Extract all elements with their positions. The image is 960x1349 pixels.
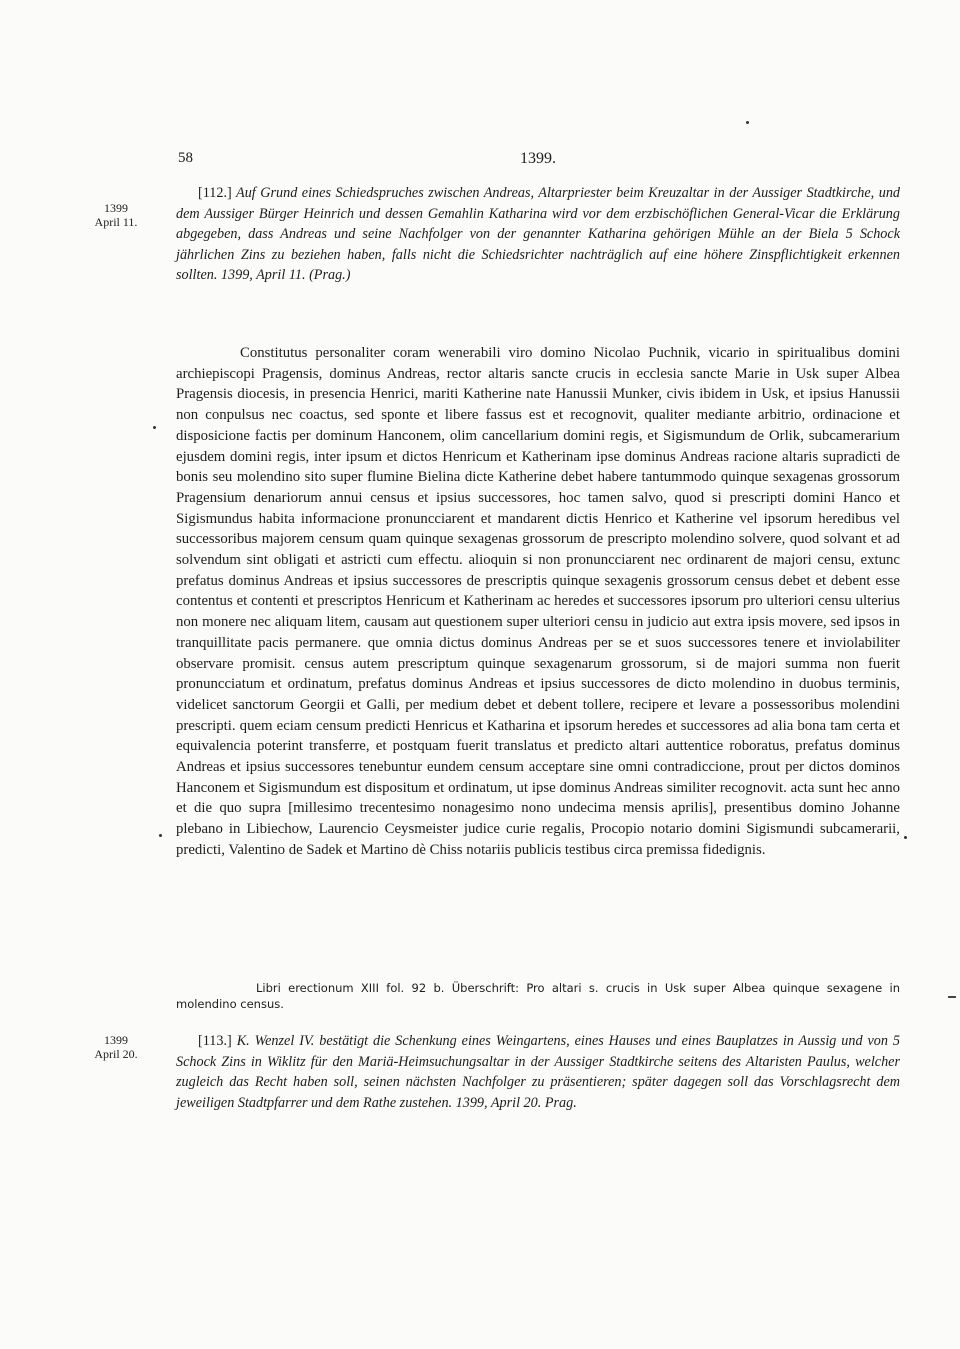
entry-number: [113.] <box>198 1033 232 1049</box>
running-head-year: 1399. <box>520 150 556 167</box>
margin-date-112 <box>86 201 146 229</box>
scan-speck <box>153 426 156 429</box>
scan-speck <box>746 121 749 124</box>
scan-speck <box>159 834 162 837</box>
regest-112 <box>176 183 900 286</box>
scan-speck <box>904 836 907 839</box>
page-number: 58 <box>178 150 193 166</box>
margin-date-113 <box>86 1033 146 1061</box>
source-note <box>176 980 900 1012</box>
running-head <box>178 150 898 170</box>
charter-body: Constitutus personaliter coram wenerabili viro domino Nicolao Puchnik, vicario in spiritualibus domini archiepiscopi Pragensis, dominus Andreas, rector altaris sancte crucis in ecclesia sancte Marie in Usk super Albea Pragensis diocesis, in presencia Henrici, mariti Katherine nate Hanussii Munker, civis ibidem in Usk, et ipsius Hanussii non conpulsus nec coactus, sed sponte et libere fassus est et recognovit, qualiter mediante arbitrio, ordinacione et disposicione factis per dominum Hanconem, olim cancellarium domini regis, et Sigismundum de Orlik, subcamerarium ejusdem domini regis, inter ipsum et dictos Henricum et Katherinam ipse dominus Andreas racione altaris supradicti de bonis seu molendino sito super flumine Bielina dicte Katherine debet habere tantummodo quinque sexagenas grossorum Pragensium denariorum annui census et ipsius successores, hoc tamen salvo, quod si prescripti domini Hanco et Sigismundus habita informacione pronuncciarent et mandarent dictis Henrico et Katherine vel ipsorum heredibus vel successoribus majorem censum quam quinque sexagenas grossorum de prescripto molendino solvere, quod solvant et ad solvendum sint obligati et astricti cum effectu. alioquin si non pronuncciarent nec ordinarent de majori censu, extunc prefatus dominus Andreas et ipsius successores de prescriptis quinque sexagenis grossorum census debet et debent esse contentus et contenti et prescriptos Henricum et Katherinam ac heredes et successores ipsorum pro ulteriori censu ulterius non monere nec aliquam litem, causam aut questionem super ulteriori censu in judicio aut extra ipsis movere, sed ipsos in tranquillitate pacis permanere. que omnia dictus dominus Andreas per se et suos successores tenere et inviolabiliter observare promisit. census autem prescriptum quinque sexagenarum grossorum, si de majori summa non fuerit pronuncciatum et ordinatum, prefatus dominus Andreas et ipsius successores de dicto molendino in duobus terminis, videlicet sanctorum Georgii et Galli, per medium debet et debent tollere, recipere et levare a possessoribus molendini prescripti. quem eciam censum predicti Henricus et Katharina et ipsorum heredes et successores ad alia bona tam certa et equivalencia poterint transferre, et postquam fuerit translatus et predicto altari auttentice roboratus, prefatus dominus Andreas et ipsius successores tenebuntur eundem censum acceptare sine omni contradiccione, prout per dictos dominos Hanconem et Sigismundum est dispositum et ordinatum, ut ipse dominus Andreas similiter recognovit. acta sunt hec anno et die quo supra [millesimo trecentesimo nonagesimo nono undecima mensis aprilis], presentibus domino Johanne plebano in Libiechow, Laurencio Ceysmeister judice curie regalis, Procopio notario domini Sigismundi subcamerarii, predicti, Valentino de Sadek et Martino dè Chiss notariis publicis testibus circa premissa fidedignis. <box>176 345 900 858</box>
regest-text: K. Wenzel IV. bestätigt die Schenkung eines Weingartens, eines Hauses und eines Bauplatzes in Aussig und von 5 Schock Zins in Wiklitz für den Mariä-Heimsuchungsaltar in der Aussiger Stadtkirche seitens des Altaristen Paulus, welcher zugleich das Recht haben soll, seinen nächsten Nachfolger zu präsentieren; später dagegen soll das Vorschlagsrecht dem jeweiligen Stadtpfarrer und dem Rathe zustehen. 1399, April 20. Prag. <box>176 1033 900 1111</box>
entry-number: [112.] <box>198 185 232 201</box>
margin-day: April 11. <box>94 215 138 229</box>
source-note-text: Libri erectionum XIII fol. 92 b. Überschrift: Pro altari s. crucis in Usk super Albea quinque sexagene in molendino census. <box>176 981 900 1011</box>
latin-charter-text <box>176 343 900 861</box>
margin-year: 1399 <box>104 201 128 215</box>
regest-text: Auf Grund eines Schiedspruches zwischen Andreas, Altarpriester beim Kreuzaltar in der Aussiger Stadtkirche, und dem Aussiger Bürger Heinrich und dessen Gemahlin Katharina wird vor dem erzbischöflichen General-Vicar die Erklärung abgegeben, dass Andreas und seine Nachfolger von der genannter Katharina gehörigen Mühle an der Biela 5 Schock jährlichen Zins zu beziehen haben, falls nicht die Schiedsrichter nachträglich auf eine höhere Zinspflichtigkeit erkennen sollten. 1399, April 11. (Prag.) <box>176 185 901 284</box>
scan-mark <box>948 996 956 998</box>
regest-113 <box>176 1031 900 1113</box>
margin-year: 1399 <box>104 1033 128 1047</box>
margin-day: April 20. <box>94 1047 138 1061</box>
